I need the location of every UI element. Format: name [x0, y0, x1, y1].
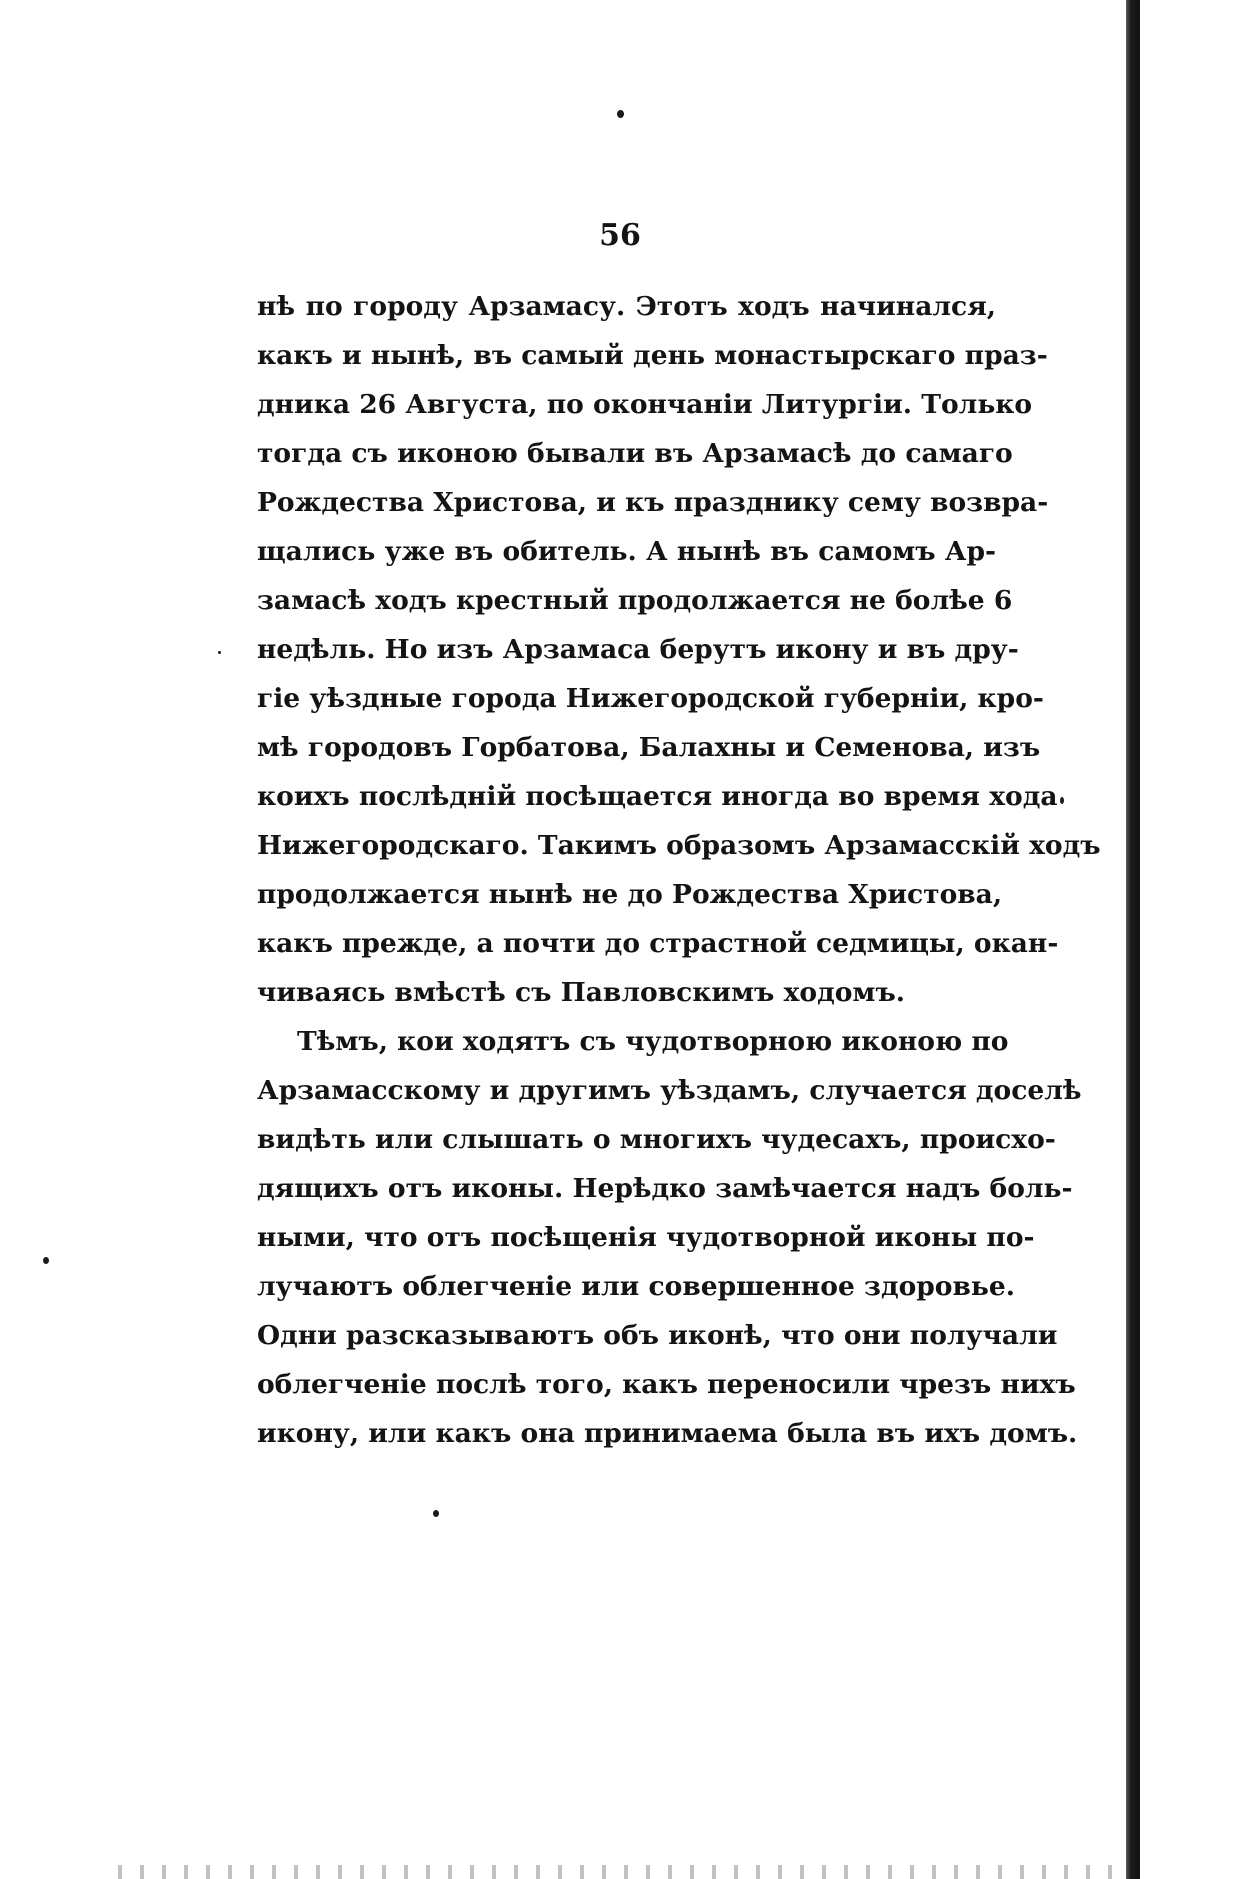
text-line: продолжается нынѣ не до Рождества Христова, [257, 879, 1003, 910]
page-edge-bottom [100, 1865, 1126, 1879]
text-line: какъ прежде, а почти до страстной седмицы, окан- [257, 928, 1059, 959]
text-line: Рождества Христова, и къ празднику сему возвра- [257, 487, 1049, 518]
text-line: Арзамасскому и другимъ уѣздамъ, случается доселѣ [257, 1075, 1082, 1106]
ink-speck [617, 110, 624, 118]
page-edge-shadow [1126, 0, 1140, 1879]
text-line: Тѣмъ, кои ходятъ съ чудотворною иконою по [297, 1026, 1009, 1057]
text-line: мѣ городовъ Горбатова, Балахны и Семенова, изъ [257, 732, 1041, 763]
text-line: замасѣ ходъ крестный продолжается не болѣе 6 [257, 585, 1013, 616]
text-line: Нижегородскаго. Такимъ образомъ Арзамасскій ходъ [257, 830, 1101, 861]
ink-speck [218, 651, 221, 654]
text-line: дника 26 Августа, по окончаніи Литургіи. Только [257, 389, 1033, 420]
text-line: Одни разсказываютъ объ иконѣ, что они получали [257, 1320, 1058, 1351]
page-number: 56 [599, 218, 641, 253]
text-line: какъ и нынѣ, въ самый день монастырскаго праз- [257, 340, 1048, 371]
ink-speck [43, 1257, 49, 1264]
text-line: ными, что отъ посѣщенія чудотворной иконы по- [257, 1222, 1035, 1253]
text-line: гіе уѣздные города Нижегородской губерніи, кро- [257, 683, 1044, 714]
text-line: чиваясь вмѣстѣ съ Павловскимъ ходомъ. [257, 977, 905, 1008]
text-line: видѣть или слышать о многихъ чудесахъ, происхо- [257, 1124, 1056, 1155]
text-line: лучаютъ облегченіе или совершенное здоровье. [257, 1271, 1015, 1302]
text-line: недѣль. Но изъ Арзамаса берутъ икону и въ дру- [257, 634, 1019, 665]
text-line: коихъ послѣдній посѣщается иногда во время хода [257, 781, 1058, 812]
text-line: нѣ по городу Арзамасу. Этотъ ходъ начинался, [257, 291, 996, 322]
text-line: щались уже въ обитель. А нынѣ въ самомъ Ар- [257, 536, 996, 567]
ink-speck [433, 1510, 439, 1517]
text-line: дящихъ отъ иконы. Нерѣдко замѣчается надъ боль- [257, 1173, 1073, 1204]
body-text [257, 282, 1101, 1458]
text-line: облегченіе послѣ того, какъ переносили чрезъ нихъ [257, 1369, 1076, 1400]
text-line: тогда съ иконою бывали въ Арзамасѣ до самаго [257, 438, 1013, 469]
text-line: икону, или какъ она принимаема была въ ихъ домъ. [257, 1418, 1078, 1449]
paragraph [257, 282, 1101, 1017]
ink-speck [1060, 797, 1064, 804]
paragraph [257, 1017, 1082, 1458]
